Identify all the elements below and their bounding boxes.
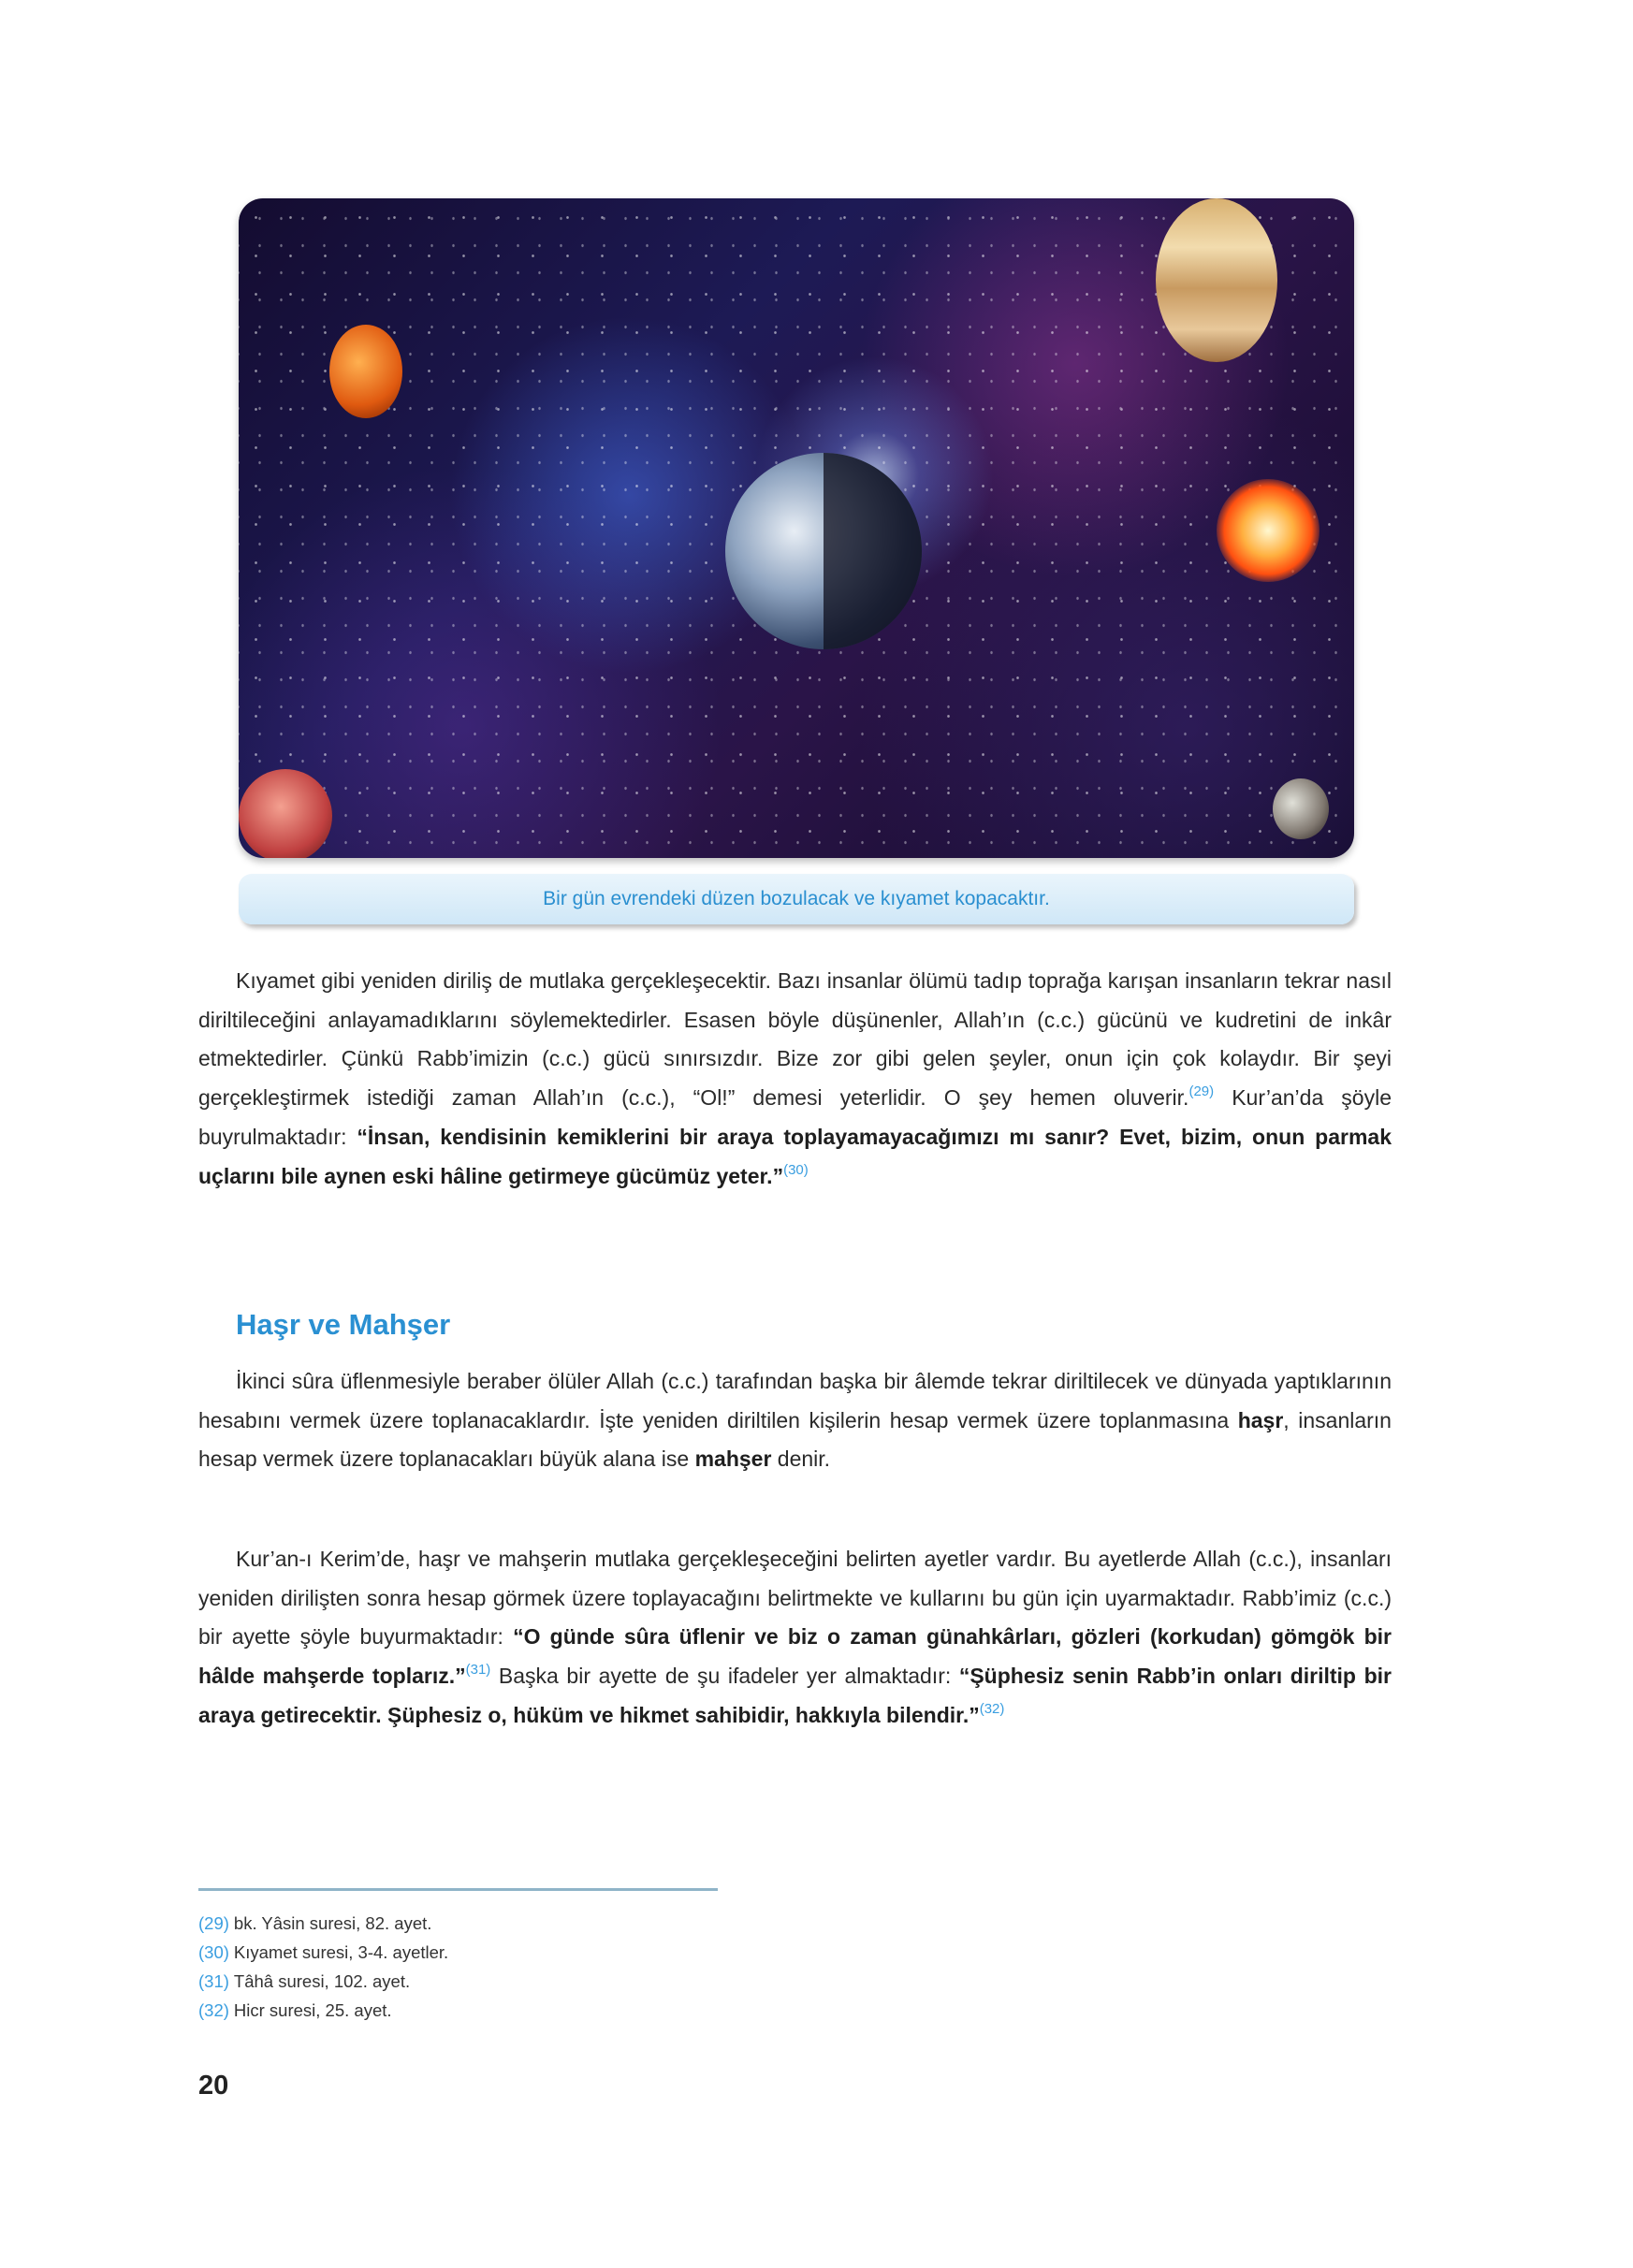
sun bbox=[1217, 479, 1320, 582]
footnote-ref-30[interactable]: (30) bbox=[783, 1161, 809, 1178]
footnote-text: Kıyamet suresi, 3-4. ayetler. bbox=[233, 1942, 449, 1962]
section-heading: Haşr ve Mahşer bbox=[236, 1308, 451, 1341]
footnote-ref-29[interactable]: (29) bbox=[1188, 1083, 1215, 1100]
footnote-text: Hicr suresi, 25. ayet. bbox=[233, 2000, 392, 2020]
small-planet bbox=[1273, 778, 1329, 839]
text: Kıyamet gibi yeniden diriliş de mutlaka gerçekleşecektir. Bazı insanlar ölümü tadıp toprağa karışan insanların tekrar nasıl diriltileceğini anlayamadıklarını söylemektedirler. Esasen böyle düşünenler, Allah’ın (c.c.) gücünü ve kudretini de inkâr etmektedirler. Çünkü Rabb’imizin (c.c.) gücü sınırsızdır. Bize zor gibi gelen şeyler, onun için çok kolaydır. Bir şeyi gerçekleştirmek istediği zaman Allah’ın (c.c.), “Ol!” demesi yeterlidir. O şey hemen oluverir. bbox=[198, 968, 1392, 1111]
term-hasr: haşr bbox=[1237, 1407, 1284, 1432]
footnote-item bbox=[198, 1967, 448, 1996]
footnote-text: bk. Yâsin suresi, 82. ayet. bbox=[233, 1913, 432, 1933]
gas-giant-planet bbox=[1156, 198, 1277, 362]
footnote-item bbox=[198, 1996, 448, 2025]
footnote-number: (29) bbox=[198, 1913, 229, 1933]
page-number: 20 bbox=[198, 2071, 229, 2101]
footnote-text: Tâhâ suresi, 102. ayet. bbox=[233, 1971, 411, 1991]
paragraph-2 bbox=[198, 1362, 1392, 1479]
footnote-number: (32) bbox=[198, 2000, 229, 2020]
quote: “İnsan, kendisinin kemiklerini bir araya toplayamayacağımızı mı sanır? Evet, bizim, onun parmak uçlarını bile aynen eski hâline getirmeye gücümüz yeter.” bbox=[198, 1124, 1392, 1188]
text: İkinci sûra üflenmesiyle beraber ölüler Allah (c.c.) tarafından başka bir âlemde tekrar diriltilecek ve dünyada yaptıklarının hesabını vermek üzere toplanacaklardır. İşte yeniden diriltilen kişilerin hesap vermek üzere toplanmasına bbox=[198, 1369, 1392, 1432]
red-planet bbox=[239, 769, 332, 858]
text: Kur’an-ı Kerim’de, haşr ve mahşerin mutlaka gerçekleşeceğini belirten ayetler vardır. Bu ayetlerde Allah (c.c.), insanları yeniden dirilişten sonra hesap görmek üzere toplayacağını belirtmekte ve kullarını bu gün için uyarmaktadır. Rabb’imiz (c.c.) bir ayette şöyle buyurmaktadır: bbox=[198, 1547, 1392, 1650]
orange-planet bbox=[329, 325, 402, 418]
footnote-item bbox=[198, 1909, 448, 1938]
text: Kur’an’da şöyle buyrulmaktadır: bbox=[198, 1085, 1392, 1149]
footnote-divider bbox=[198, 1888, 718, 1891]
paragraph-3 bbox=[198, 1540, 1392, 1736]
text: Başka bir ayette de şu ifadeler yer almaktadır: bbox=[490, 1664, 959, 1689]
text: denir. bbox=[771, 1447, 831, 1472]
footnote-ref-31[interactable]: (31) bbox=[465, 1662, 491, 1679]
footnotes bbox=[198, 1909, 448, 2025]
quote: “Şüphesiz senin Rabb’in onları diriltip bir araya getirecektir. Şüphesiz o, hüküm ve hikmet sahibidir, hakkıyla bilendir.” bbox=[198, 1664, 1392, 1727]
footnote-item bbox=[198, 1938, 448, 1967]
term-mahser: mahşer bbox=[694, 1447, 772, 1472]
space-illustration bbox=[239, 198, 1354, 858]
paragraph-1 bbox=[198, 962, 1392, 1196]
footnote-ref-32[interactable]: (32) bbox=[979, 1700, 1005, 1717]
figure-caption: Bir gün evrendeki düzen bozulacak ve kıyamet kopacaktır. bbox=[239, 874, 1354, 924]
footnote-number: (30) bbox=[198, 1942, 229, 1962]
text: , insanların hesap vermek üzere toplanacakları büyük alana ise bbox=[198, 1407, 1392, 1472]
footnote-number: (31) bbox=[198, 1971, 229, 1991]
quote: “O günde sûra üflenir ve biz o zaman günahkârları, gözleri (korkudan) gömgök bir hâlde mahşerde toplarız.” bbox=[198, 1624, 1392, 1689]
